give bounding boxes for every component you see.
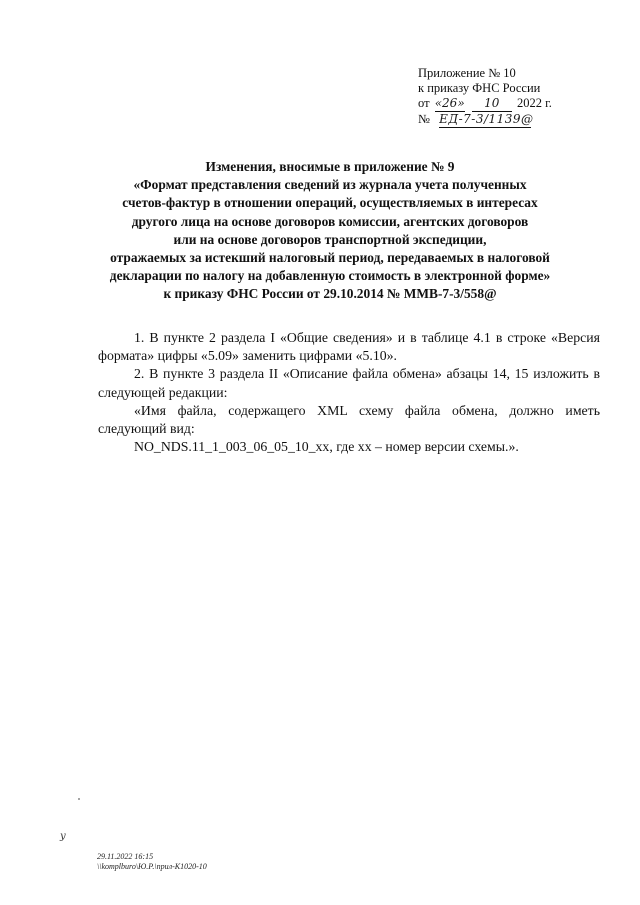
paragraph-1: 1. В пункте 2 раздела I «Общие сведения» и в таблице 4.1 в строке «Версия формата» цифры «5.09» заменить цифрами «5.10».	[98, 330, 600, 364]
margin-mark: у	[60, 831, 66, 842]
scan-speck	[78, 798, 80, 800]
annex-date-month: 10	[472, 96, 512, 112]
annex-order-number: ЕД-7-3/1139@	[439, 112, 534, 126]
annex-number: Приложение № 10	[418, 66, 516, 80]
document-title	[60, 158, 600, 304]
title-line: декларации по налогу на добавленную стоимость в электронной форме»	[109, 268, 551, 284]
annex-block	[418, 66, 552, 128]
title-line: или на основе договоров транспортной экспедиции,	[173, 231, 487, 247]
file-footer	[97, 852, 207, 872]
annex-date-prefix: от	[418, 96, 430, 110]
title-line: «Формат представления сведений из журнала учета полученных	[133, 177, 527, 193]
paragraph-2: 2. В пункте 3 раздела II «Описание файла обмена» абзацы 14, 15 изложить в следующей редакции:	[98, 366, 600, 400]
annex-date-year: 2022 г.	[516, 96, 552, 110]
title-line: Изменения, вносимые в приложение № 9	[205, 159, 455, 174]
document-body	[98, 329, 600, 456]
annex-date-line	[418, 96, 552, 112]
footer-timestamp: 29.11.2022 16:15	[97, 852, 154, 861]
annex-number-prefix: №	[418, 112, 430, 126]
title-line: отражаемых за истекший налоговый период, передаваемых в налоговой	[110, 250, 550, 266]
paragraph-4: NO_NDS.11_1_003_06_05_10_xx, где хх – номер версии схемы.».	[134, 439, 519, 455]
footer-file-path: \\komplburo\Ю.Р.\прил-К1020-10	[97, 862, 207, 871]
annex-order-ref: к приказу ФНС России	[418, 81, 541, 95]
paragraph-3: «Имя файла, содержащего XML схему файла обмена, должно иметь следующий вид:	[98, 402, 600, 437]
title-line: другого лица на основе договоров комиссии, агентских договоров	[131, 213, 529, 229]
title-line: к приказу ФНС России от 29.10.2014 № ММВ-7-3/558@	[163, 286, 497, 302]
title-line: счетов-фактур в отношении операций, осуществляемых в интересах	[122, 195, 538, 211]
annex-number-line	[418, 112, 552, 128]
annex-date-day: «26»	[434, 96, 465, 110]
